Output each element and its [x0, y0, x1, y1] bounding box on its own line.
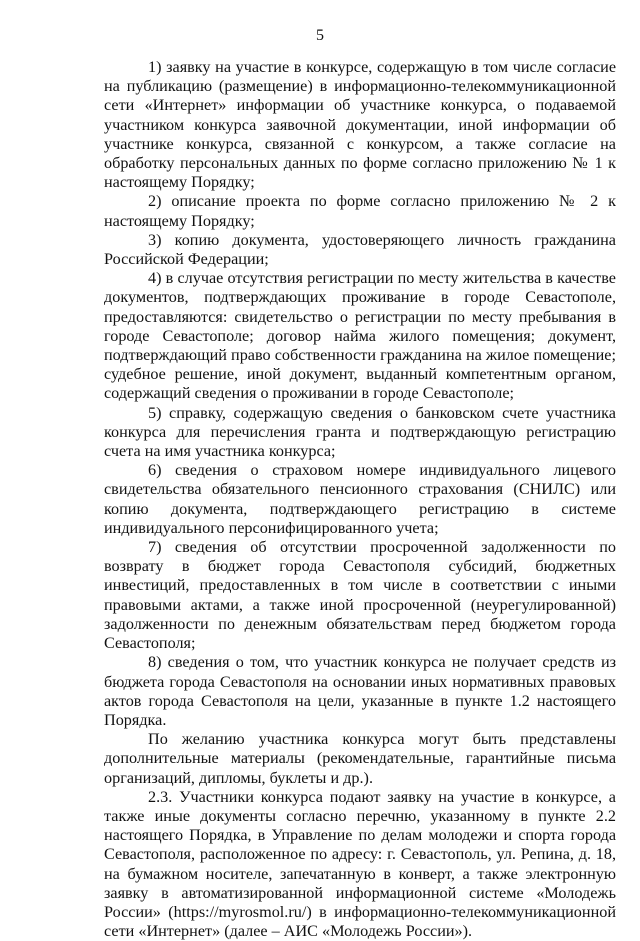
paragraph-additional-materials: По желанию участника конкурса могут быть представлены дополнительные материалы (рекомендательные, гарантийные письма организаций, дипломы, буклеты и др.). — [104, 730, 616, 787]
paragraph-item-5: 5) справку, содержащую сведения о банковском счете участника конкурса для перечисления гранта и подтверждающую регистрацию счета на имя участника конкурса; — [104, 403, 616, 461]
paragraph-section-2-3: 2.3. Участники конкурса подают заявку на участие в конкурсе, а также иные документы согласно перечню, указанному в пункте 2.2 настоящего Порядка, в Управление по делам молодежи и спорта города Севастополя, расположенное по адресу: г. Севастополь, ул. Репина, д. 18, на бумажном носителе, запечатанную в конверт, а также электронную заявку в автоматизированной информационной системе «Молодежь России» (https://myrosmol.ru/) в информационно-телекоммуникационной сети «Интернет» (далее – АИС «Молодежь России»). — [104, 787, 616, 941]
page-number: 5 — [316, 27, 324, 44]
paragraph-item-1: 1) заявку на участие в конкурсе, содержащую в том числе согласие на публикацию (размещение) в информационно-телекоммуникационной сети «Интернет» информации об участнике конкурса, о подаваемой участником конкурса заявочной документации, иной информации об участнике конкурса, связанной с конкурсом, а также согласие на обработку персональных данных по форме согласно приложению № 1 к настоящему Порядку; — [104, 58, 616, 192]
paragraph-item-7: 7) сведения об отсутствии просроченной задолженности по возврату в бюджет города Севастополя субсидий, бюджетных инвестиций, предоставленных в том числе в соответствии с иными правовыми актами, а также иной просроченной (неурегулированной) задолженности по денежным обязательствам перед бюджетом города Севастополя; — [104, 538, 616, 653]
paragraph-item-2: 2) описание проекта по форме согласно приложению № 2 к настоящему Порядку; — [104, 192, 616, 230]
paragraph-item-6: 6) сведения о страховом номере индивидуального лицевого свидетельства обязательного пенсионного страхования (СНИЛС) или копию документа, подтверждающего регистрацию в системе индивидуального персонифицированного учета; — [104, 461, 616, 537]
document-body — [104, 58, 616, 941]
paragraph-item-8: 8) сведения о том, что участник конкурса не получает средств из бюджета города Севастополя на основании иных нормативных правовых актов города Севастополя на цели, указанные в пункте 1.2 настоящего Порядка. — [104, 653, 616, 729]
paragraph-item-4: 4) в случае отсутствия регистрации по месту жительства в качестве документов, подтверждающих проживание в городе Севастополе, предоставляются: свидетельство о регистрации по месту пребывания в городе Севастополе; договор найма жилого помещения; документ, подтверждающий право собственности гражданина на жилое помещение; судебное решение, иной документ, выданный компетентным органом, содержащий сведения о проживании в городе Севастополе; — [104, 269, 616, 403]
paragraph-item-3: 3) копию документа, удостоверяющего личность гражданина Российской Федерации; — [104, 230, 616, 269]
